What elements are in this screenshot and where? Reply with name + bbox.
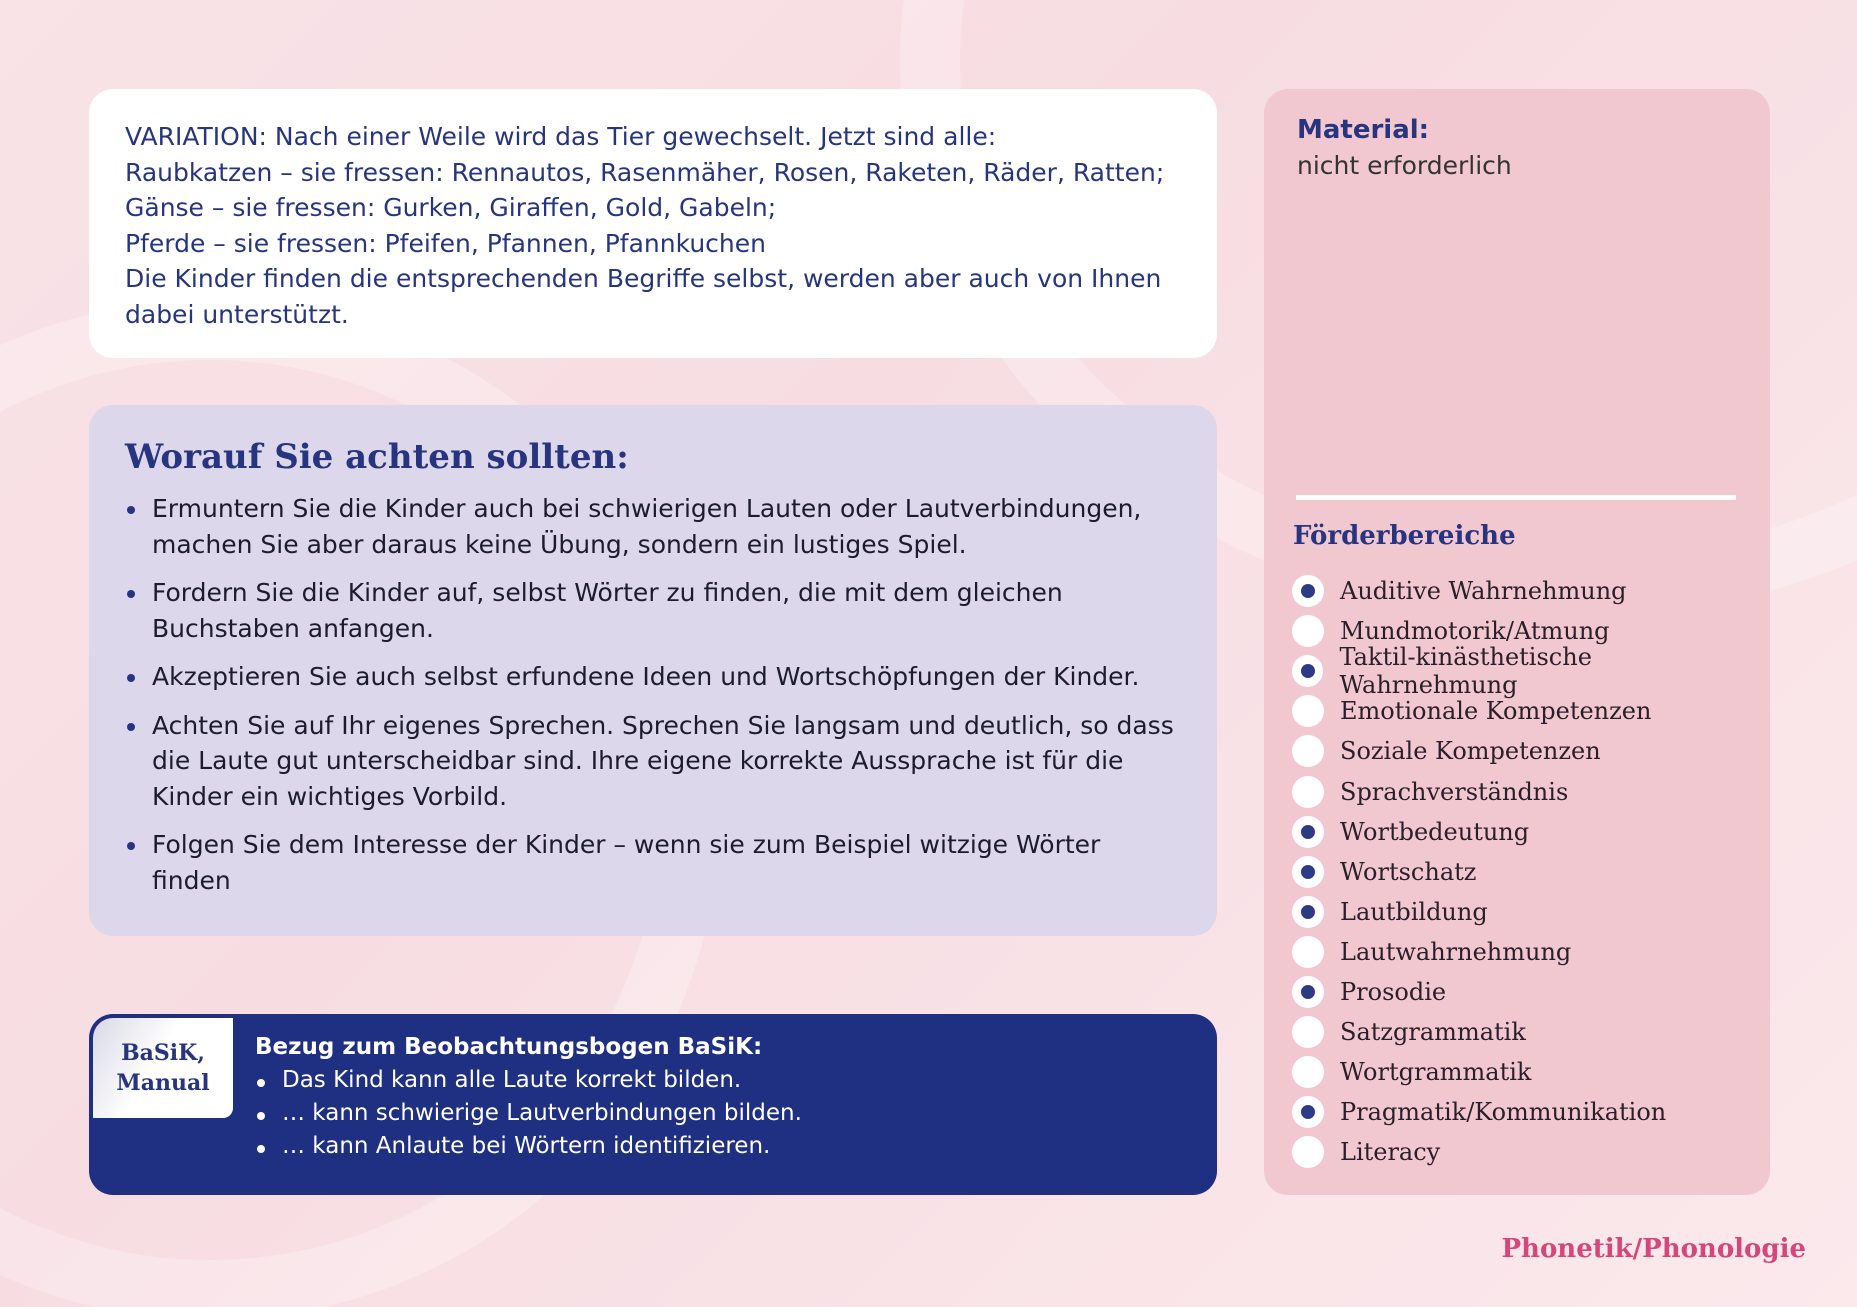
- foerderbereich-item: [1292, 643, 1770, 700]
- basik-title: Bezug zum Beobachtungsbogen BaSiK:: [255, 1034, 763, 1060]
- radio-unchecked-icon: [1292, 735, 1324, 767]
- foerderbereich-label: Auditive Wahrnehmung: [1340, 577, 1627, 606]
- divider: [1296, 495, 1736, 500]
- attention-item: Akzeptieren Sie auch selbst erfundene Ideen und Wortschöpfungen der Kinder.: [125, 659, 1181, 695]
- radio-dot-icon: [1301, 584, 1315, 598]
- basik-box: [89, 1014, 1217, 1195]
- foerderbereich-item: [1292, 932, 1770, 972]
- foerderbereich-item: [1292, 1052, 1770, 1092]
- foerderbereich-item: [1292, 731, 1770, 771]
- foerderbereich-label: Wortbedeutung: [1340, 817, 1530, 846]
- basik-item: … kann Anlaute bei Wörtern identifizieren.: [255, 1130, 802, 1163]
- badge-line: Manual: [116, 1070, 210, 1096]
- foerderbereich-label: Emotionale Kompetenzen: [1340, 697, 1652, 726]
- foerderbereich-label: Pragmatik/Kommunikation: [1340, 1098, 1667, 1127]
- radio-dot-icon: [1301, 825, 1315, 839]
- radio-checked-icon: [1292, 856, 1324, 888]
- radio-dot-icon: [1301, 985, 1315, 999]
- variation-line: Raubkatzen – sie fressen: Rennautos, Rasenmäher, Rosen, Raketen, Räder, Ratten;: [125, 157, 1165, 187]
- variation-line: Gänse – sie fressen: Gurken, Giraffen, Gold, Gabeln;: [125, 193, 777, 222]
- radio-dot-icon: [1301, 905, 1315, 919]
- radio-checked-icon: [1292, 976, 1324, 1008]
- foerderbereich-item: [1292, 812, 1770, 852]
- material-value: nicht erforderlich: [1297, 151, 1512, 180]
- foerderbereich-item: [1292, 771, 1770, 811]
- section-label: Phonetik/Phonologie: [1501, 1234, 1806, 1264]
- radio-unchecked-icon: [1292, 615, 1324, 647]
- foerderbereich-item: [1292, 892, 1770, 932]
- foerderbereich-label: Satzgrammatik: [1340, 1018, 1526, 1047]
- foerderbereich-label: Lautwahrnehmung: [1340, 937, 1572, 966]
- radio-unchecked-icon: [1292, 1136, 1324, 1168]
- radio-dot-icon: [1301, 1105, 1315, 1119]
- attention-list: [125, 491, 1181, 898]
- foerderbereich-label: Mundmotorik/Atmung: [1340, 617, 1610, 646]
- foerderbereich-label: Wortschatz: [1340, 857, 1477, 886]
- basik-item: … kann schwierige Lautverbindungen bilden.: [255, 1097, 802, 1130]
- radio-unchecked-icon: [1292, 1056, 1324, 1088]
- radio-dot-icon: [1301, 865, 1315, 879]
- attention-title: Worauf Sie achten sollten:: [125, 437, 629, 477]
- foerderbereich-label: Prosodie: [1340, 977, 1447, 1006]
- variation-line: Pferde – sie fressen: Pfeifen, Pfannen, Pfannkuchen: [125, 228, 766, 258]
- radio-checked-icon: [1292, 655, 1323, 687]
- radio-checked-icon: [1292, 896, 1324, 928]
- radio-unchecked-icon: [1292, 936, 1324, 968]
- foerderbereich-item: [1292, 1092, 1770, 1132]
- foerderbereich-label: Soziale Kompetenzen: [1340, 737, 1601, 766]
- side-panel: [1264, 89, 1770, 1195]
- basik-manual-badge: [93, 1018, 233, 1118]
- foerderbereich-label: Taktil-kinästhetische Wahrnehmung: [1339, 643, 1592, 700]
- radio-checked-icon: [1292, 816, 1324, 848]
- radio-dot-icon: [1301, 664, 1315, 678]
- variation-box: [89, 89, 1217, 358]
- foerderbereiche-title: Förderbereiche: [1293, 521, 1516, 551]
- radio-checked-icon: [1292, 1096, 1324, 1128]
- foerderbereich-label: Sprachverständnis: [1340, 777, 1569, 806]
- attention-box: [89, 405, 1217, 936]
- radio-unchecked-icon: [1292, 695, 1324, 727]
- radio-unchecked-icon: [1292, 776, 1324, 808]
- attention-item: Ermuntern Sie die Kinder auch bei schwierigen Lauten oder Lautverbindungen, machen Sie aber daraus keine Übung, sondern ein lustiges Spiel.: [125, 491, 1181, 562]
- attention-item: Achten Sie auf Ihr eigenes Sprechen. Sprechen Sie langsam und deutlich, so dass die Laute gut unterscheidbar sind. Ihre eigene korrekte Aussprache ist für die Kinder ein wichtiges Vorbild.: [125, 708, 1181, 815]
- attention-item: Fordern Sie die Kinder auf, selbst Wörter zu finden, die mit dem gleichen Buchstaben anfangen.: [125, 575, 1181, 646]
- foerderbereich-item: [1292, 852, 1770, 892]
- variation-line: VARIATION: Nach einer Weile wird das Tier gewechselt. Jetzt sind alle:: [125, 122, 997, 151]
- foerderbereich-label: Lautbildung: [1340, 897, 1488, 926]
- badge-line: BaSiK,: [121, 1040, 205, 1066]
- foerderbereich-label: Wortgrammatik: [1340, 1058, 1532, 1087]
- foerderbereich-item: [1292, 972, 1770, 1012]
- radio-checked-icon: [1292, 575, 1324, 607]
- basik-item: Das Kind kann alle Laute korrekt bilden.: [255, 1064, 802, 1097]
- attention-item: Folgen Sie dem Interesse der Kinder – wenn sie zum Beispiel witzige Wörter finden: [125, 827, 1181, 898]
- radio-unchecked-icon: [1292, 1016, 1324, 1048]
- foerderbereiche-list: [1292, 571, 1770, 1172]
- foerderbereich-item: [1292, 1012, 1770, 1052]
- foerderbereich-item: [1292, 571, 1770, 611]
- foerderbereich-label: Literacy: [1340, 1138, 1441, 1167]
- foerderbereich-item: [1292, 1132, 1770, 1172]
- material-label: Material:: [1297, 115, 1430, 145]
- variation-line: Die Kinder finden die entsprechenden Begriffe selbst, werden aber auch von Ihnen dabei unterstützt.: [125, 264, 1162, 329]
